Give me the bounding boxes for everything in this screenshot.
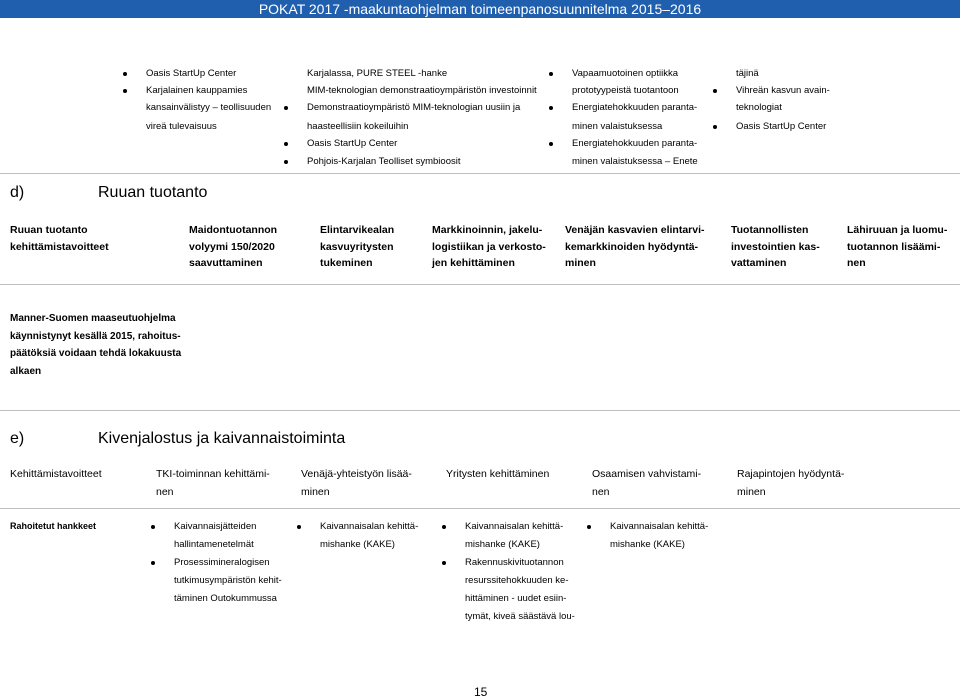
column-header (847, 222, 959, 272)
list-item-continuation: prototyypeistä tuotantoon (572, 85, 679, 96)
header-line: Yritysten kehittäminen (446, 468, 550, 480)
list-item: Energiatehokkuuden paranta- (572, 138, 698, 149)
list-item: Kaivannaisjätteiden (174, 521, 257, 532)
header-line: nen (592, 486, 610, 498)
note-line: Manner-Suomen maaseutuohjelma (10, 313, 176, 324)
header-line: Markkinoinnin, jakelu- (432, 224, 543, 236)
column-header (156, 465, 296, 501)
list-item-continuation: täminen Outokummussa (174, 593, 277, 604)
section-d-heading (10, 183, 207, 203)
list-item: Kaivannaisalan kehittä- (610, 521, 709, 532)
section-letter: e) (10, 430, 25, 447)
list-item-continuation: mishanke (KAKE) (610, 539, 685, 550)
header-line: tuotannon lisäämi- (847, 240, 941, 253)
list-item-continuation: hittäminen - uudet esiin- (465, 593, 567, 604)
column-header (189, 222, 314, 272)
header-line: kemarkkinoiden hyödyntä- (565, 240, 699, 253)
list-item: Energiatehokkuuden paranta- (572, 102, 698, 113)
column-header (565, 222, 727, 272)
list-item: Prosessimineralogisen (174, 557, 270, 568)
header-line: nen (156, 486, 174, 498)
column-header (10, 465, 150, 483)
list-item: Demonstraatioympäristö MIM-teknologian uusiin ja (307, 102, 521, 113)
list-item-continuation: täjinä (736, 68, 759, 79)
column-header (446, 465, 586, 483)
list-item: Vihreän kasvun avain- (736, 85, 830, 96)
funding-note (10, 310, 210, 380)
header-line: Venäjän kasvavien elintarvi- (565, 224, 705, 236)
divider (0, 284, 960, 285)
list-item: Rakennuskivituotannon (465, 557, 564, 568)
list-item-continuation: mishanke (KAKE) (465, 539, 540, 550)
page-number: 15 (474, 685, 488, 699)
note-line: käynnistynyt kesällä 2015, rahoitus- (10, 330, 181, 342)
list-item-continuation: mishanke (KAKE) (320, 539, 395, 550)
list-item-continuation: hallintamenetelmät (174, 539, 254, 550)
list-item: Vapaamuotoinen optiikka (572, 68, 678, 79)
list-item-continuation: kansainvälistyy – teollisuuden (146, 102, 272, 113)
divider (0, 508, 960, 509)
list-item-continuation: resurssitehokkuuden ke- (465, 575, 569, 586)
column-header (731, 222, 841, 272)
header-line: Maidontuotannon (189, 224, 278, 236)
section-title: Kivenjalostus ja kaivannaistoiminta (98, 430, 346, 447)
header-line: minen (565, 257, 596, 269)
row-label: Rahoitetut hankkeet (10, 521, 97, 531)
header-line: volyymi 150/2020 (189, 240, 275, 253)
list-item: Oasis StartUp Center (307, 138, 398, 149)
header-line: Rajapintojen hyödyntä- (737, 468, 845, 480)
header-line: Osaamisen vahvistami- (592, 468, 702, 480)
list-item-continuation: minen valaistuksessa (572, 121, 663, 132)
list-item: Kaivannaisalan kehittä- (320, 521, 419, 532)
document-header: POKAT 2017 -maakuntaohjelman toimeenpanosuunnitelma 2015–2016 (0, 0, 960, 18)
list-item-continuation: teknologiat (736, 102, 782, 113)
header-line: vattaminen (731, 257, 787, 269)
header-line: minen (301, 486, 330, 498)
header-line: tukeminen (320, 257, 373, 269)
list-item-continuation: tymät, kiveä säästävä lou- (465, 611, 575, 622)
column-header (592, 465, 732, 501)
list-item: Oasis StartUp Center (736, 121, 827, 132)
header-line: jen kehittäminen (432, 257, 515, 269)
header-line: logistiikan ja verkosto- (432, 240, 546, 253)
column-header (737, 465, 877, 501)
note-line: päätöksiä voidaan tehdä lokakuusta (10, 348, 182, 359)
header-line: Tuotannollisten (731, 224, 809, 236)
list-item-continuation: MIM-teknologian demonstraatioympäristön investoinnit (307, 85, 537, 96)
column-header (432, 222, 557, 272)
list-item: Kaivannaisalan kehittä- (465, 521, 564, 532)
header-line: Lähiruuan ja luomu- (847, 224, 948, 236)
list-item-continuation: Karjalassa, PURE STEEL -hanke (307, 68, 448, 79)
header-line: Kehittämistavoitteet (10, 468, 102, 480)
list-item-continuation: haasteellisiin kokeiluihin (307, 121, 409, 132)
list-item-continuation: minen valaistuksessa – Enete (572, 156, 698, 167)
column-header (301, 465, 441, 501)
column-header (10, 222, 180, 255)
header-line: TKI-toiminnan kehittämi- (156, 468, 270, 480)
divider (0, 410, 960, 411)
list-item: Pohjois-Karjalan Teolliset symbioosit (307, 156, 461, 167)
list-item: Karjalainen kauppamies (146, 85, 248, 96)
list-item-continuation: vireä tulevaisuus (146, 121, 217, 132)
section-letter: d) (10, 184, 25, 201)
section-title: Ruuan tuotanto (98, 184, 208, 201)
header-line: Ruuan tuotanto (10, 224, 88, 236)
header-line: investointien kas- (731, 240, 820, 253)
header-line: minen (737, 486, 766, 498)
header-line: saavuttaminen (189, 257, 263, 269)
header-line: nen (847, 257, 866, 269)
note-line: alkaen (10, 365, 42, 377)
list-item-continuation: tutkimusympäristön kehit- (174, 575, 282, 586)
header-line: Elintarvikealan (320, 224, 395, 236)
section-e-heading (10, 429, 345, 449)
header-line: kehittämistavoitteet (10, 240, 109, 253)
header-line: Venäjä-yhteistyön lisää- (301, 468, 412, 480)
divider (0, 173, 960, 174)
header-line: kasvuyritysten (320, 240, 394, 253)
column-header (320, 222, 425, 272)
list-item: Oasis StartUp Center (146, 68, 237, 79)
